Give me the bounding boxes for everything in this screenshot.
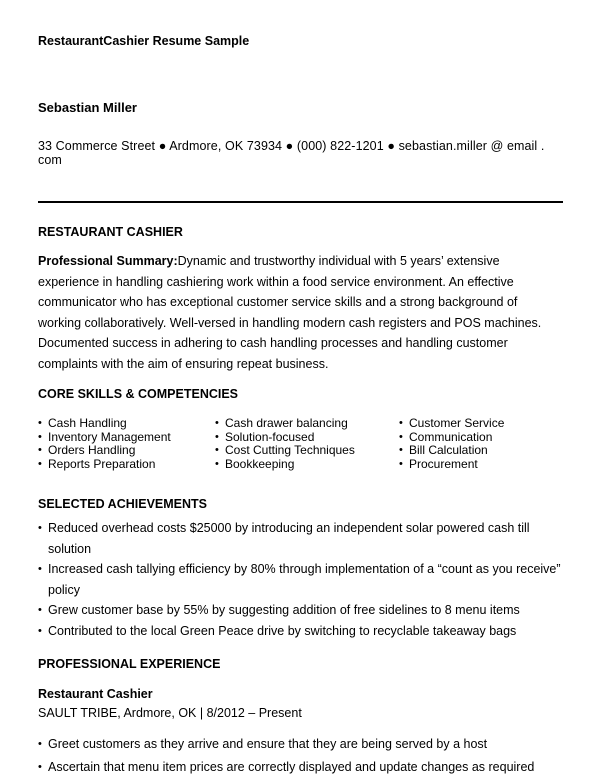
achievement-item [38,621,563,642]
skill-item [215,417,399,431]
experience-bullet-text: Greet customers as they arrive and ensure that they are being served by a host [48,737,488,751]
bullet-icon: • [215,444,219,456]
section-heading-experience: PROFESSIONAL EXPERIENCE [38,657,221,671]
skills-grid [38,417,563,471]
bullet-icon: • [38,522,42,534]
experience-bullet-list [38,734,563,778]
bullet-icon: • [215,457,219,470]
skill-item [215,458,399,472]
skill-item [399,417,504,431]
bullet-icon: • [38,430,42,443]
skills-column-2 [215,417,399,471]
skill-label: Bookkeeping [225,456,295,471]
skill-item [399,458,504,472]
bullet-icon: • [38,738,42,750]
bullet-icon: • [399,430,403,443]
skill-label: Customer Service [409,416,505,430]
skill-label: Bill Calculation [409,443,488,457]
experience-bullet [38,734,563,755]
achievement-item [38,518,563,559]
candidate-name: Sebastian Miller [38,100,137,115]
contact-line: 33 Commerce Street ● Ardmore, OK 73934 ● (000) 822-1201 ● sebastian.miller @ email . com [38,139,545,167]
summary-text: Dynamic and trustworthy individual with 5 years’ extensive experience in handling cashiering work within a food service environment. An effective communicator who has exceptional customer service skills and a strong background of working collaboratively. Well-versed in handling modern cash registers and POS machines. Documented success in adhering to cash handling processes and handling customer complaints with the aim of ensuring repeat business. [38,254,542,371]
achievement-item [38,559,563,600]
job-title: Restaurant Cashier [38,687,153,701]
skill-item [38,431,215,445]
bullet-icon: • [38,444,42,456]
bullet-icon: • [38,563,42,575]
summary-label: Professional Summary: [38,254,178,268]
achievement-text: Increased cash tallying efficiency by 80% through implementation of a “count as you receive” policy [48,562,561,597]
achievements-list [38,518,563,641]
bullet-icon: • [215,430,219,443]
bullet-icon: • [38,457,42,470]
bullet-icon: • [215,417,219,429]
skill-item [215,431,399,445]
achievement-text: Contributed to the local Green Peace drive by switching to recyclable takeaway bags [48,623,517,638]
bullet-icon: • [38,761,42,773]
experience-bullet [38,757,563,778]
skills-column-1 [38,417,215,471]
achievement-text: Grew customer base by 55% by suggesting addition of free sidelines to 8 menu items [48,603,520,617]
skill-item [38,417,215,431]
experience-bullet-text: Ascertain that menu item prices are correctly displayed and update changes as required [48,760,535,774]
skill-label: Cost Cutting Techniques [225,443,355,457]
skill-label: Cash Handling [48,416,127,430]
skill-item [399,431,504,445]
skill-label: Inventory Management [48,429,171,444]
skill-label: Communication [409,429,493,444]
section-heading-restaurant-cashier: RESTAURANT CASHIER [38,225,183,239]
skill-label: Orders Handling [48,443,136,457]
skill-item [215,444,399,458]
skill-label: Solution-focused [225,429,315,444]
bullet-icon: • [399,444,403,456]
skill-item [38,444,215,458]
skill-label: Cash drawer balancing [225,416,348,430]
bullet-icon: • [38,417,42,429]
professional-summary [38,251,563,374]
achievement-text: Reduced overhead costs $25000 by introducing an independent solar powered cash till solution [48,521,530,556]
achievement-item [38,600,563,621]
divider [38,201,563,203]
document-title: RestaurantCashier Resume Sample [38,34,250,48]
skill-item [38,458,215,472]
bullet-icon: • [38,624,42,637]
skill-label: Procurement [409,456,478,471]
skill-item [399,444,504,458]
bullet-icon: • [399,457,403,470]
section-heading-core-skills: CORE SKILLS & COMPETENCIES [38,387,239,401]
job-meta: SAULT TRIBE, Ardmore, OK | 8/2012 – Present [38,706,302,720]
skills-column-3 [399,417,504,471]
skill-label: Reports Preparation [48,456,156,471]
section-heading-achievements: SELECTED ACHIEVEMENTS [38,497,208,511]
bullet-icon: • [38,604,42,616]
bullet-icon: • [399,417,403,429]
